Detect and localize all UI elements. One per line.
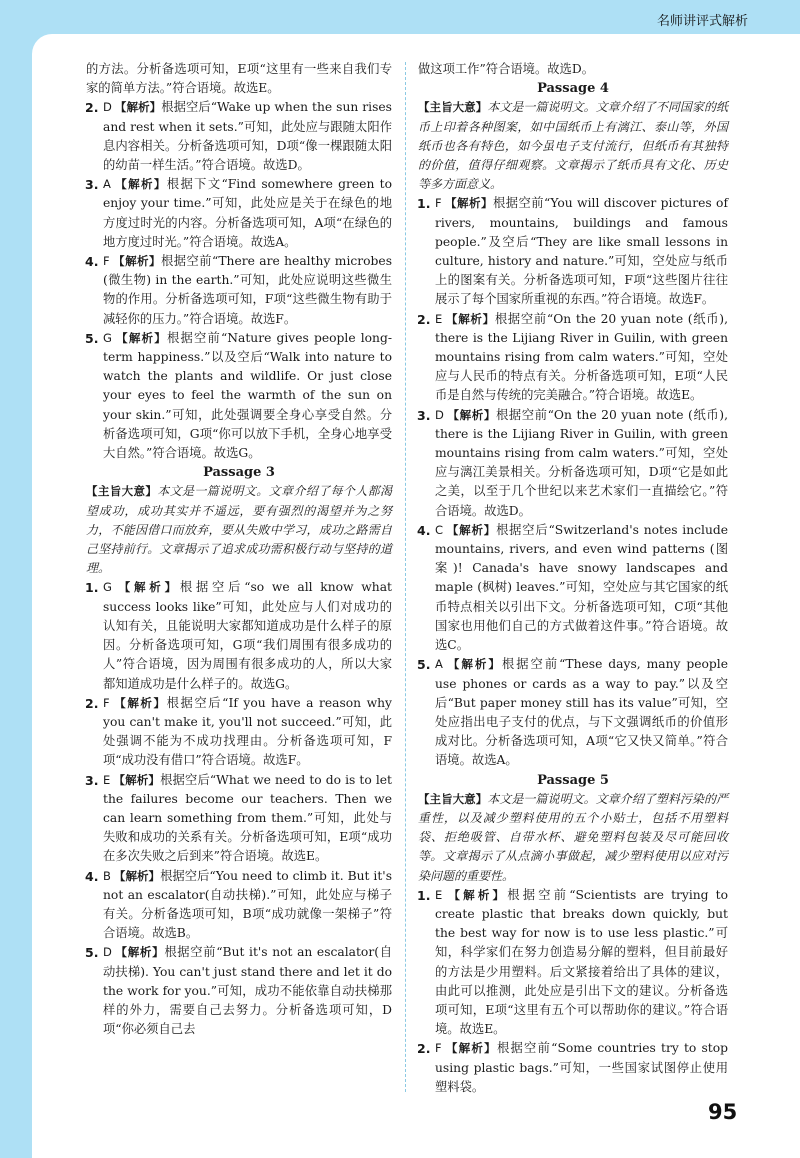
item-text: 根据空后“Wake up when the sun rises and rest when it sets.”可知，此处应与跟随太阳作息内容相关。分析备选项可知，D项“像一棵跟随太阳的幼苗一样生活。”符合语境。故选D。	[103, 100, 392, 173]
item-number: 3.	[85, 177, 99, 193]
right-items-4	[418, 194, 728, 770]
summary-tag: 【主旨大意】	[418, 791, 488, 806]
answer-item	[418, 655, 728, 770]
passage-5-title: Passage 5	[537, 772, 609, 788]
analysis-tag: 【解析】	[113, 772, 161, 787]
item-answer: F	[103, 695, 110, 710]
analysis-tag: 【解析】	[445, 311, 495, 326]
item-text: 根据空后“What we need to do is to let the failures become our teachers. Then we can learn something from them.”可知，此处与失败和成功的关系有关。分析备选项可知，E项“成功在多次失败之后到来”符合语境。故选E。	[103, 772, 392, 864]
analysis-tag: 【解析】	[444, 1041, 497, 1056]
item-text: 根据空后“You need to climb it. But it's not an escalator(自动扶梯).”可知，此处应与梯子有关。分析备选项可知，B项“成功就像一架梯子”符合语境。故选B。	[103, 868, 393, 941]
item-number: 2.	[85, 695, 99, 711]
item-text: 根据空前“But it's not an escalator(自动扶梯). You can't just stand there and let it do the work for you.”可知，成功不能依靠自动扶梯那样的外力，需要自己去努力。分析备选项可知，D项“你必须自己去	[103, 945, 392, 1037]
analysis-tag: 【解析】	[113, 868, 161, 883]
item-number: 2.	[417, 311, 431, 327]
item-number: 4.	[85, 254, 99, 270]
item-text: 根据空前“On the 20 yuan note (纸币), there is the Lijiang River in Guilin, with green mountains rising from calm waters.”可知，空处应与漓江美景相关。分析备选项可知，D项“它是如此之美，以至于几个世纪以来艺术家们一直描绘它。”符合语境。故选D。	[435, 407, 728, 518]
passage-5-summary	[418, 790, 728, 886]
item-answer: G	[103, 580, 112, 595]
right-column	[418, 60, 728, 1097]
item-text: 根据空后“Switzerland's notes include mountains, rivers, and even wind patterns (图案)! Canada's have snowy landscapes and maple (枫树) leaves.”可知，空处应与其它国家的纸币特点相关以引出下文。分析备选项可知，C项“其他国家也用他们自己的方式做着这件事。”符合语境。故选C。	[435, 522, 729, 653]
analysis-tag: 【解析】	[112, 695, 167, 710]
answer-item	[86, 943, 392, 1039]
item-answer: A	[103, 177, 111, 192]
item-text: 根据空前“Scientists are trying to create plastic that breaks down quickly, but the best way for now is to use less plastic.”可知，科学家们在努力创造易分解的塑料，但目前最好的方法是少用塑料。后文紧接着给出了具体的建议，由此可以推测，此处应是引出下文的建议。分析备选项可知，E项“这里有五个可以帮助你的建议。”符合语境。故选E。	[435, 887, 729, 1037]
answer-item	[86, 578, 392, 693]
item-number: 2.	[417, 1041, 431, 1057]
answer-item	[86, 694, 392, 771]
item-answer: D	[103, 100, 112, 115]
summary-tag: 【主旨大意】	[418, 100, 488, 115]
item-text: 根据下文“Find somewhere green to enjoy your time.”可知，此处应是关于在绿色的地方度过时光的内容。分析备选项可知，A项“在绿色的地方度过时光。”符合语境。故选A。	[103, 177, 392, 249]
answer-item	[418, 1039, 728, 1097]
summary-text: 本文是一篇说明文。文章介绍了塑料污染的严重性，以及减少塑料使用的五个小贴士，包括不用塑料袋、拒绝吸管、自带水杯、避免塑料包装及尽可能回收等。文章揭示了从点滴小事做起，减少塑料使用以应对污染问题的重要性。	[418, 791, 728, 883]
answer-item	[418, 406, 728, 521]
item-answer: E	[103, 772, 111, 787]
analysis-tag: 【解析】	[446, 522, 497, 537]
item-text: 根据空前“There are healthy microbes (微生物) in the earth.”可知，此处应说明这些微生物的作用。分析备选项可知，F项“这些微生物有助于减轻你的压力。”符合语境。故选F。	[103, 254, 393, 326]
answer-item	[86, 771, 392, 867]
passage-4-summary	[418, 98, 728, 194]
item-text: 根据空后“so we all know what success looks like”可知，此处应与人们对成功的认知有关，且能说明大家都知道成功是什么样子的原因。分析备选项可知，G项“我们周围有很多成功的人”符合语境，因为周围有很多成功的人，所以大家都知道成功是什么样子的。故选G。	[103, 580, 392, 691]
analysis-tag: 【解析】	[445, 657, 502, 672]
page-number: 95	[708, 1100, 738, 1124]
answer-item	[86, 867, 392, 944]
analysis-tag: 【解析】	[114, 945, 165, 960]
item-answer: E	[435, 887, 443, 902]
item-answer: D	[435, 407, 444, 422]
item-number: 5.	[85, 330, 99, 346]
answer-item	[418, 194, 728, 309]
passage-3-summary	[86, 482, 392, 578]
item-answer: B	[103, 868, 111, 883]
answer-item	[86, 329, 392, 463]
item-number: 3.	[417, 407, 431, 423]
summary-tag: 【主旨大意】	[86, 484, 158, 499]
item-number: 5.	[417, 657, 431, 673]
analysis-tag: 【解析】	[112, 254, 161, 269]
answer-item	[418, 310, 728, 406]
answer-item	[86, 175, 392, 252]
item-answer: E	[435, 311, 443, 326]
left-column	[86, 60, 392, 1039]
left-continuation: 的方法。分析备选项可知，E项“这里有一些来自我们专家的简单方法。”符合语境。故选E。	[86, 62, 392, 96]
item-number: 4.	[417, 522, 431, 538]
item-answer: F	[103, 254, 110, 269]
answer-item	[86, 252, 392, 329]
item-number: 2.	[85, 100, 99, 116]
analysis-tag: 【解析】	[446, 407, 496, 422]
header-title: 名师讲评式解析	[656, 14, 748, 29]
item-answer: C	[435, 522, 444, 537]
item-answer: A	[435, 657, 443, 672]
item-number: 4.	[85, 868, 99, 884]
item-answer: G	[103, 330, 112, 345]
item-text: 根据空前“These days, many people use phones or cards as a way to pay.”以及空后“But paper money still has its value”可知，空处应指出电子支付的优点，与下文强调纸币的价值形成对比。分析备选项可知，A项“它又快又简单。”符合语境。故选A。	[435, 657, 728, 768]
item-text: 根据空前“Some countries try to stop using plastic bags.”可知，一些国家试图停止使用塑料袋。	[435, 1041, 729, 1094]
left-items-b	[86, 578, 392, 1039]
passage-3-title: Passage 3	[203, 465, 275, 481]
item-number: 3.	[85, 772, 99, 788]
right-items-5	[418, 886, 728, 1097]
left-items-a	[86, 98, 392, 463]
answer-item	[86, 98, 392, 175]
item-number: 1.	[417, 196, 431, 212]
item-answer: F	[435, 196, 442, 211]
column-divider	[405, 62, 406, 1092]
summary-text: 本文是一篇说明文。文章介绍了每个人都渴望成功，成功其实并不遥远，要有强烈的渴望并为之努力，不能因借口而放弃，要从失败中学习，成功之路需自己坚持前行。文章揭示了追求成功需积极行动与坚持的道理。	[86, 484, 392, 576]
analysis-tag: 【解析】	[444, 196, 493, 211]
right-continuation: 做这项工作”符合语境。故选D。	[418, 62, 595, 76]
analysis-tag: 【解析】	[114, 330, 167, 345]
item-answer: F	[435, 1041, 442, 1056]
item-number: 1.	[417, 887, 431, 903]
item-text: 根据空前“You will discover pictures of rivers, mountains, buildings and famous people.”及空后“They are like small lessons in culture, history and nature.”可知，空处应与纸币上的图案有关。分析备选项可知，F项“这些图片往往展示了每个国家所重视的东西。”符合语境。故选F。	[435, 196, 728, 307]
item-text: 根据空后“If you have a reason why you can't make it, you'll not succeed.”可知，此处强调不能为不成功找理由。分析备选项可知，F项“成功没有借口”符合语境。故选F。	[103, 695, 392, 768]
item-text: 根据空前“On the 20 yuan note (纸币), there is the Lijiang River in Guilin, with green mountains rising from calm waters.”可知，空处应与人民币的特点有关。分析备选项可知，E项“人民币是自然与传统的完美融合。”符合语境。故选E。	[435, 311, 728, 403]
summary-text: 本文是一篇说明文。文章介绍了不同国家的纸币上印着各种图案，如中国纸币上有漓江、泰山等，外国纸币也各有特色，如今虽电子支付流行，但纸币有其独特的价值，值得仔细观察。文章揭示了纸币具有文化、历史等多方面意义。	[418, 100, 728, 192]
item-number: 5.	[85, 945, 99, 961]
answer-item	[418, 521, 728, 655]
analysis-tag: 【解析】	[445, 887, 508, 902]
item-answer: D	[103, 945, 112, 960]
passage-4-title: Passage 4	[537, 81, 609, 97]
answer-item	[418, 886, 728, 1040]
item-text: 根据空前“Nature gives people long-term happiness.”以及空后“Walk into nature to watch the plants and wildlife. Or just close your eyes to feel the warmth of the sun on your skin.”可知，此处强调要全身心享受自然。分析备选项可知，G项“你可以放下手机，全身心地享受大自然。”符合语境。故选G。	[103, 330, 392, 461]
analysis-tag: 【解析】	[113, 177, 167, 192]
analysis-tag: 【解析】	[114, 100, 162, 115]
analysis-tag: 【解析】	[114, 580, 180, 595]
item-number: 1.	[85, 580, 99, 596]
